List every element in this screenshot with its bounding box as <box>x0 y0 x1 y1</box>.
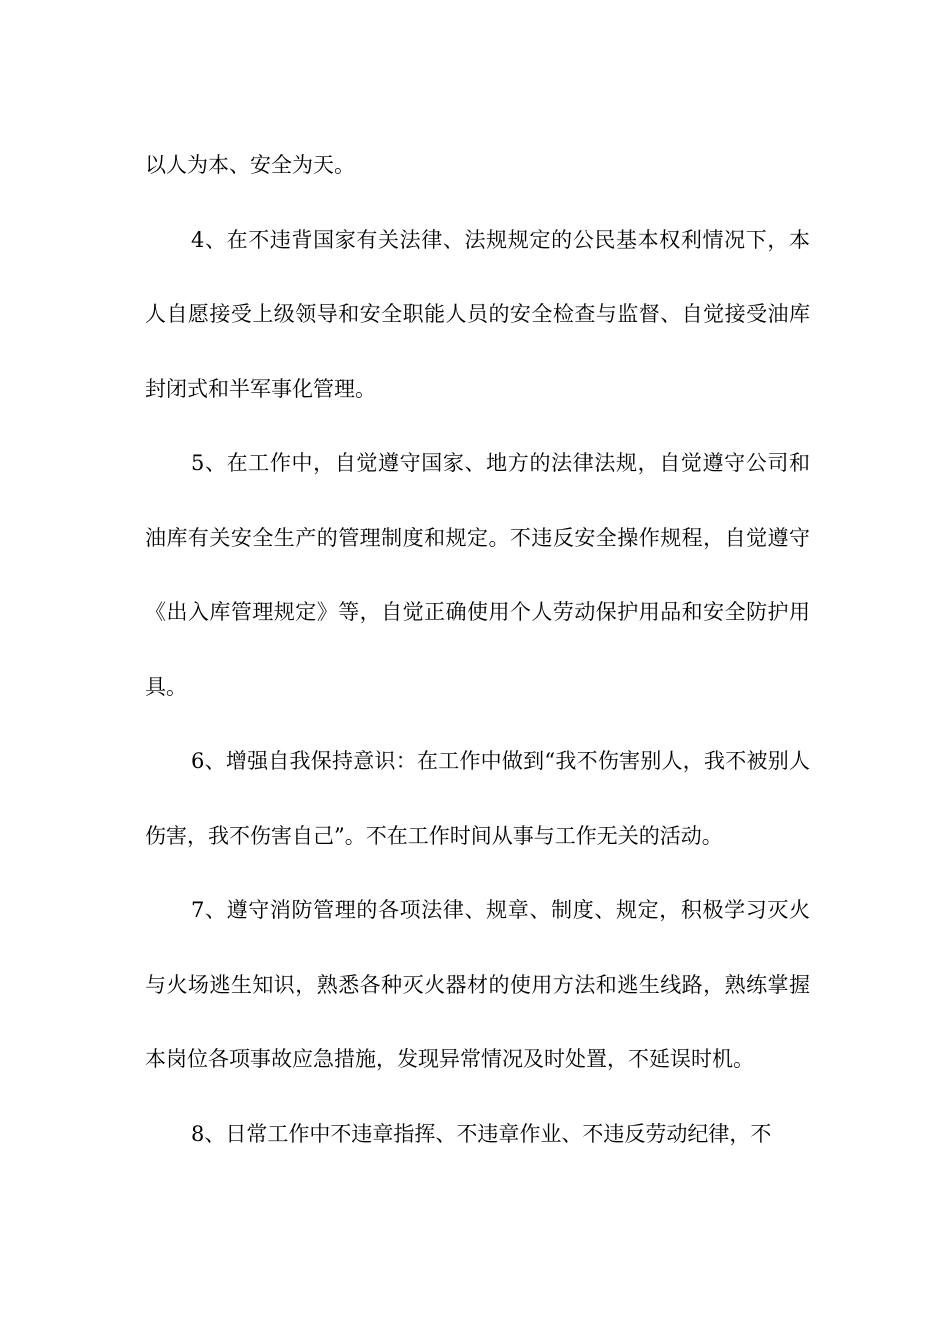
paragraph-item-6: 6、增强自我保持意识：在工作中做到“我不伤害别人，我不被别人伤害，我不伤害自己”。不在工作时间从事与工作无关的活动。 <box>145 749 810 848</box>
paragraph-item-7: 7、遵守消防管理的各项法律、规章、制度、规定，积极学习灭火与火场逃生知识，熟悉各种灭火器材的使用方法和逃生线路，熟练掌握本岗位各项事故应急措施，发现异常情况及时处置，不延误时机。 <box>145 898 810 1071</box>
paragraph-item-4: 4、在不违背国家有关法律、法规规定的公民基本权利情况下，本人自愿接受上级领导和安全职能人员的安全检查与监督、自觉接受油库封闭式和半军事化管理。 <box>145 227 810 401</box>
paragraph-item-8: 8、日常工作中不违章指挥、不违章作业、不违反劳动纪律，不 <box>191 1121 772 1146</box>
paragraph-continuation: 以人为本、安全为天。 <box>145 153 355 177</box>
document-body <box>145 128 810 1171</box>
paragraph-item-5: 5、在工作中，自觉遵守国家、地方的法律法规，自觉遵守公司和油库有关安全生产的管理制度和规定。不违反安全操作规程，自觉遵守《出入库管理规定》等，自觉正确使用个人劳动保护用品和安全防护用具。 <box>145 451 810 699</box>
